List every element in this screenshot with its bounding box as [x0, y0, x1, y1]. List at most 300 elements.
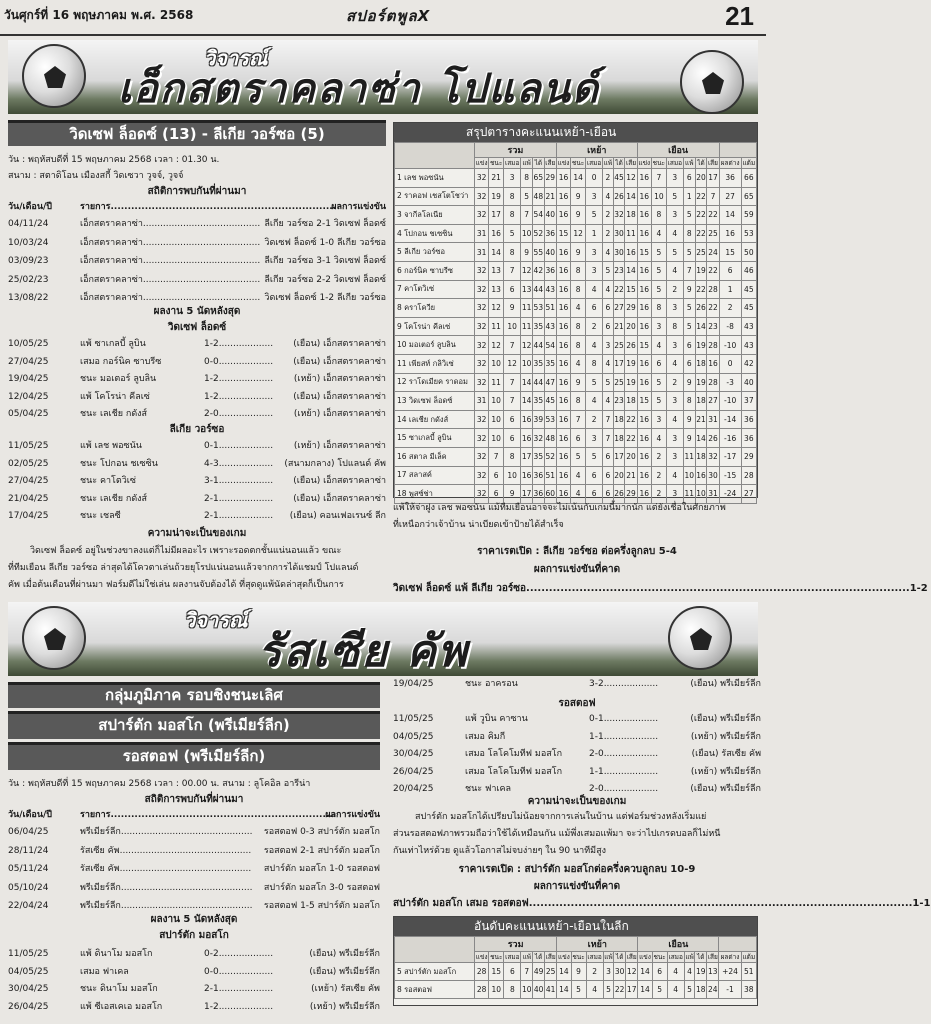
stat-cell: 5: [586, 373, 603, 392]
result-row-date: 05/04/25: [8, 409, 49, 419]
group-label: เยือน: [637, 143, 719, 158]
kickoff-info: วัน : พฤหัสบดีที่ 15 พฤษภาคม 2568 เวลา : 00.00 น. สนาม : ลูโคอิล อารีน่า: [8, 779, 311, 789]
h2h-row-comp: เอ็กสตราคลาซ่า.........................................: [80, 274, 261, 285]
round-title: กลุ่มภูมิภาค รอบชิงชนะเลิศ: [8, 682, 380, 708]
stat-cell: 4: [603, 243, 614, 262]
result-row-score: 3-2...................: [589, 679, 659, 689]
stat-cell: 46: [741, 261, 756, 280]
stat-cell: 32: [475, 466, 489, 485]
stat-cell: 44: [532, 373, 544, 392]
column-header: แพ้: [604, 953, 613, 961]
stat-cell: 5: [651, 392, 666, 411]
result-row-comp: (เยือน) พรีเมียร์ลีก: [309, 966, 380, 977]
stat-cell: 6: [603, 485, 614, 504]
team-cell: 4 โปกอน ชเซซิน: [395, 224, 475, 243]
result-row-text: แพ้ ซาเกลบี้ ลูบิน: [80, 339, 146, 349]
page-header: [0, 0, 766, 36]
stat-cell: 9: [571, 963, 586, 981]
last5-title: ผลงาน 5 นัดหลังสุด: [150, 914, 238, 925]
stat-cell: 14: [695, 429, 707, 448]
stat-cell: 7: [521, 206, 533, 225]
stat-cell: 29: [625, 299, 637, 318]
stat-cell: 60: [544, 485, 556, 504]
stat-cell: 16: [637, 224, 651, 243]
h2h-row-comp: พรีเมียร์ลีก..............................................: [80, 882, 253, 893]
stat-cell: 9: [571, 373, 586, 392]
stat-cell: 7: [571, 410, 586, 429]
h2h-row-result: ลีเกีย วอร์ซอ 2-2 วิดเซฟ ล็อดซ์: [264, 274, 386, 285]
result-row-date: 19/04/25: [8, 374, 49, 384]
column-header: ได้: [614, 952, 626, 963]
table-row: [395, 206, 757, 225]
stat-cell: 27: [719, 187, 741, 206]
stat-cell: 4: [667, 963, 684, 981]
stat-cell: 25: [613, 336, 625, 355]
stat-cell: 16: [556, 485, 570, 504]
page-number: 21: [725, 1, 754, 31]
column-header: แข่ง: [475, 159, 488, 167]
result-row-text: ชนะ เชลซี: [80, 511, 121, 521]
stat-cell: 41: [544, 981, 556, 999]
stat-cell: 18: [613, 410, 625, 429]
stat-cell: 19: [625, 354, 637, 373]
stat-cell: 16: [556, 447, 570, 466]
table-row: [395, 261, 757, 280]
stat-cell: 10: [489, 410, 504, 429]
result-row-text: เสมอ คิมกี: [465, 731, 506, 742]
table-row: [395, 392, 757, 411]
stat-cell: 7: [521, 963, 533, 981]
stat-cell: 32: [532, 429, 544, 448]
stat-cell: 22: [625, 410, 637, 429]
stat-cell: 43: [741, 317, 756, 336]
stat-cell: 9: [504, 299, 521, 318]
team-col-header: [395, 937, 475, 963]
stat-cell: 8: [571, 261, 586, 280]
stat-cell: 2: [603, 224, 614, 243]
result-row: [8, 355, 386, 370]
result-row-comp: (เหย้า) เอ็กสตราคลาซ่า: [293, 374, 386, 384]
team-cell: 5 ลีเกีย วอร์ซอ: [395, 243, 475, 262]
h2h-header: [8, 200, 386, 215]
stat-cell: 3: [666, 336, 683, 355]
stat-cell: 32: [475, 299, 489, 318]
stat-cell: 16: [637, 206, 651, 225]
column-header: แต้ม: [742, 953, 756, 961]
stat-cell: 4: [571, 354, 586, 373]
stat-cell: 6: [719, 261, 741, 280]
stat-cell: 16: [489, 224, 504, 243]
column-header: แต้ม: [742, 159, 756, 167]
stat-cell: 28: [707, 280, 719, 299]
stat-cell: 8: [504, 447, 521, 466]
stat-cell: 4: [603, 392, 614, 411]
result-row-score: 2-1...................: [204, 493, 274, 504]
result-row-score: 0-0...................: [204, 966, 274, 977]
column-header: แพ้: [522, 953, 532, 961]
result-row-date: 19/04/25: [393, 679, 434, 689]
stat-cell: 24: [707, 981, 719, 999]
stat-cell: 22: [707, 299, 719, 318]
stat-cell: 14: [521, 373, 533, 392]
analysis-title: ความน่าจะเป็นของเกม: [147, 528, 247, 539]
team-col-header: [395, 143, 475, 169]
stat-cell: 3: [586, 187, 603, 206]
stat-cell: 3: [586, 261, 603, 280]
stat-cell: 17: [489, 206, 504, 225]
h2h-row-date: 25/02/23: [8, 274, 49, 285]
stat-cell: 20: [625, 447, 637, 466]
result-row-date: 17/04/25: [8, 511, 49, 521]
stat-cell: 6: [683, 336, 695, 355]
h2h-row-result: สปาร์ตัก มอสโก 1-0 รอสตอฟ: [263, 864, 380, 874]
team-b-name: รอสตอฟ: [558, 698, 596, 709]
stat-cell: 10: [504, 317, 521, 336]
standings-grid: [394, 142, 757, 504]
stat-cell: 16: [637, 410, 651, 429]
analysis-right: [393, 500, 761, 534]
result-row-score: 0-0...................: [204, 356, 274, 367]
result-row-text: ชนะ เลเชีย กดังส์: [80, 409, 148, 419]
result-row: [8, 407, 386, 422]
stat-cell: 16: [719, 224, 741, 243]
opening-odds: ราคาเรตเปิด : สปาร์ตัก มอสโกต่อครึ่งควบลูกลบ 10-9: [458, 864, 696, 875]
stat-cell: 2: [666, 373, 683, 392]
stat-cell: 28: [707, 373, 719, 392]
stat-cell: 26: [625, 336, 637, 355]
result-row-date: 11/05/25: [8, 949, 49, 959]
result-row: [393, 730, 761, 745]
stat-cell: 18: [613, 429, 625, 448]
stat-cell: 44: [532, 336, 544, 355]
column-header: แพ้: [522, 159, 531, 167]
stat-cell: 40: [544, 243, 556, 262]
stat-cell: 16: [556, 206, 570, 225]
stat-cell: 17: [707, 169, 719, 188]
stat-cell: 19: [695, 963, 707, 981]
stat-cell: 10: [489, 392, 504, 411]
stat-cell: 21: [625, 466, 637, 485]
h2h-row-result: รอสตอฟ 1-5 สปาร์ตัก มอสโก: [263, 901, 380, 911]
stat-cell: 42: [741, 354, 756, 373]
stat-cell: 22: [613, 280, 625, 299]
stat-cell: 47: [544, 373, 556, 392]
stat-cell: 8: [683, 392, 695, 411]
stat-cell: 16: [637, 447, 651, 466]
stat-cell: 3: [666, 429, 683, 448]
result-row-comp: (เยือน) พรีเมียร์ลีก: [690, 784, 761, 794]
h2h-row-comp: พรีเมียร์ลีก..............................................: [80, 827, 253, 837]
stat-cell: 25: [707, 224, 719, 243]
stat-cell: 14: [625, 187, 637, 206]
stat-cell: 36: [741, 410, 756, 429]
stat-cell: 30: [707, 466, 719, 485]
stat-cell: 5: [684, 981, 695, 999]
h2h-row-date: 05/11/24: [8, 864, 49, 874]
issue-date: วันศุกร์ที่ 16 พฤษภาคม พ.ศ. 2568: [4, 8, 194, 22]
result-row-score: 4-3...................: [204, 458, 274, 469]
stat-cell: 21: [489, 169, 504, 188]
stat-cell: 36: [719, 169, 741, 188]
stat-cell: 14: [638, 981, 652, 999]
stat-cell: 8: [504, 187, 521, 206]
stat-cell: 28: [741, 466, 756, 485]
result-row: [393, 747, 761, 762]
h2h-row-date: 03/09/23: [8, 256, 49, 266]
h2h-header: [8, 808, 380, 823]
stat-cell: 35: [532, 392, 544, 411]
stat-cell: 49: [533, 963, 545, 981]
stat-cell: 43: [544, 280, 556, 299]
stat-cell: 14: [695, 317, 707, 336]
column-header: แข่ง: [558, 953, 570, 961]
stat-cell: 29: [625, 485, 637, 504]
stat-cell: 32: [475, 280, 489, 299]
stat-cell: 26: [707, 429, 719, 448]
stat-cell: 35: [532, 317, 544, 336]
result-row-date: 11/05/25: [8, 441, 49, 451]
banner-title: เอ็กสตราคลาซ่า โปแลนด์: [118, 66, 601, 112]
stat-cell: 23: [613, 392, 625, 411]
team-cell: 18 พูสซ์ช่า: [395, 485, 475, 504]
stat-cell: 8: [504, 243, 521, 262]
stat-cell: 14: [521, 392, 533, 411]
stat-cell: 31: [475, 224, 489, 243]
analysis-line: ที่ทีมเยือน ลีเกีย วอร์ซอ ล่าสุดได้โควตาเล่นถ้วยยุโรปแน่นอนแล้วจากการได้แชมป์ โปแลนด์: [8, 563, 359, 573]
table-row: [395, 963, 757, 981]
stat-cell: 6: [571, 429, 586, 448]
table-row: [395, 299, 757, 318]
analysis-body: [393, 809, 761, 860]
stat-cell: 35: [532, 354, 544, 373]
stat-cell: 32: [707, 447, 719, 466]
stat-cell: 8: [666, 317, 683, 336]
stat-cell: 10: [521, 354, 533, 373]
column-header: เสีย: [707, 953, 718, 961]
result-row-date: 02/05/25: [8, 458, 49, 469]
stat-cell: 45: [741, 299, 756, 318]
stat-cell: 12: [504, 354, 521, 373]
column-header: แพ้: [685, 159, 694, 167]
stat-cell: 36: [532, 466, 544, 485]
stat-cell: 30: [613, 224, 625, 243]
banner-russian-cup: [8, 602, 758, 676]
stat-cell: 20: [625, 317, 637, 336]
h2h-col-result: ผลการแข่งขัน: [331, 202, 386, 212]
stat-cell: 4: [603, 280, 614, 299]
group-header: [395, 143, 757, 158]
column-header: เสีย: [707, 159, 718, 167]
stat-cell: 16: [707, 354, 719, 373]
result-row-date: 26/04/25: [8, 1001, 49, 1012]
table-row: [395, 354, 757, 373]
result-row-score: 0-1...................: [589, 714, 659, 724]
analysis-left: [8, 543, 388, 594]
stat-cell: 16: [637, 354, 651, 373]
stat-cell: 6: [603, 466, 614, 485]
group-label: รวม: [475, 143, 557, 158]
stat-cell: 4: [571, 485, 586, 504]
stat-cell: 59: [741, 206, 756, 225]
stat-cell: 45: [544, 392, 556, 411]
stat-cell: -10: [719, 392, 741, 411]
stat-cell: -10: [719, 336, 741, 355]
h2h-row: [8, 273, 386, 288]
column-header: ชนะ: [490, 159, 503, 167]
banner-ekstraklasa: [8, 40, 758, 114]
prediction: วิดเซฟ ล็อดซ์ แพ้ ลีเกีย วอร์ซอ.....................................................................................................1-2: [393, 583, 928, 594]
stat-cell: 53: [741, 224, 756, 243]
result-row-text: แพ้ เลช พอซนัน: [80, 441, 142, 451]
stat-cell: 18: [625, 206, 637, 225]
stat-cell: 16: [521, 410, 533, 429]
result-row-comp: (เยือน) พรีเมียร์ลีก: [309, 949, 380, 959]
stat-cell: 4: [666, 466, 683, 485]
result-row-score: 2-1...................: [204, 984, 274, 994]
stat-cell: 12: [521, 261, 533, 280]
group-label: [719, 143, 756, 158]
stat-cell: 14: [638, 963, 652, 981]
stat-cell: 15: [489, 963, 504, 981]
stat-cell: 16: [556, 169, 570, 188]
stat-cell: 16: [556, 187, 570, 206]
stat-cell: 2: [603, 206, 614, 225]
result-row-text: เสมอ โลโคโมทีฟ มอสโก: [465, 766, 563, 777]
stat-cell: 1: [586, 224, 603, 243]
result-row-date: 12/04/25: [8, 391, 49, 402]
h2h-row-comp: เอ็กสตราคลาซ่า.........................................: [80, 237, 261, 248]
result-row-date: 30/04/25: [393, 749, 434, 759]
stat-cell: 7: [707, 187, 719, 206]
column-header: ชนะ: [572, 953, 585, 961]
stat-cell: 45: [613, 169, 625, 188]
stat-cell: 12: [571, 224, 586, 243]
h2h-row-result: สปาร์ตัก มอสโก 3-0 รอสตอฟ: [263, 882, 380, 893]
opening-odds: ราคาเรตเปิด : ลีเกีย วอร์ซอ ต่อครึ่งลูกลบ 5-4: [477, 546, 677, 557]
stat-cell: 32: [475, 317, 489, 336]
stat-cell: 8: [571, 336, 586, 355]
stat-cell: 40: [544, 206, 556, 225]
stat-cell: 8: [586, 354, 603, 373]
column-header: เสีย: [545, 953, 556, 961]
result-row-score: 2-0...................: [589, 749, 659, 759]
h2h-row-result: รอสตอฟ 2-1 สปาร์ตัก มอสโก: [263, 845, 380, 856]
column-header: ได้: [532, 158, 544, 169]
stat-cell: 55: [532, 243, 544, 262]
result-row: [8, 509, 386, 524]
stat-cell: -14: [719, 410, 741, 429]
stat-cell: 8: [504, 206, 521, 225]
last5-title: ผลงาน 5 นัดหลังสุด: [153, 306, 241, 317]
result-row-score: 1-2...................: [204, 374, 274, 384]
away-team-title: รอสตอฟ (พรีเมียร์ลีก): [8, 742, 380, 770]
stat-cell: 8: [571, 392, 586, 411]
stat-cell: 6: [489, 466, 504, 485]
football-icon: [22, 44, 86, 108]
team-a-name: สปาร์ตัก มอสโก: [159, 930, 229, 941]
stat-cell: +24: [719, 963, 741, 981]
result-row-date: 27/04/25: [8, 476, 49, 486]
h2h-row-result: ลีเกีย วอร์ซอ 3-1 วิดเซฟ ล็อดซ์: [264, 256, 386, 266]
stat-cell: 4: [684, 963, 695, 981]
stat-cell: 5: [586, 206, 603, 225]
stat-cell: 2: [651, 466, 666, 485]
table-row: [395, 410, 757, 429]
column-header: เสีย: [626, 953, 637, 961]
stat-cell: 18: [695, 981, 707, 999]
stat-cell: 8: [571, 280, 586, 299]
stat-cell: 10: [489, 354, 504, 373]
h2h-row-comp: รัสเซีย คัพ..............................................: [80, 845, 252, 856]
stat-cell: 10: [651, 187, 666, 206]
stat-cell: 5: [603, 373, 614, 392]
stat-cell: 32: [475, 261, 489, 280]
stat-cell: 0: [586, 169, 603, 188]
result-row: [8, 439, 386, 454]
stat-cell: 16: [695, 466, 707, 485]
result-row-text: แพ้ วูบิน คาซาน: [465, 714, 528, 724]
analysis-line: คัพ เมื่อต้นเดือนที่ผ่านมา ฟอร์มดีไม่ใช่เล่น ผลงานจับต้องได้ ที่สุดดูแพ้นัดล่าสุดก็เป็นการ: [8, 580, 344, 590]
stat-cell: -24: [719, 485, 741, 504]
result-row: [8, 457, 386, 472]
stat-cell: 3: [586, 429, 603, 448]
table-row: [395, 317, 757, 336]
result-row-comp: (เยือน) เอ็กสตราคลาซ่า: [293, 356, 386, 367]
result-row-text: แพ้ โคโรน่า คีลเซ่: [80, 391, 150, 402]
column-header: เสีย: [545, 159, 556, 167]
stat-cell: 5: [666, 243, 683, 262]
stat-cell: 6: [683, 354, 695, 373]
stat-cell: 7: [504, 336, 521, 355]
team-cell: 3 จากีลโลเนีย: [395, 206, 475, 225]
result-row-date: 04/05/25: [393, 731, 434, 742]
h2h-row-result: วิดเซฟ ล็อดซ์ 1-2 ลีเกีย วอร์ซอ: [264, 293, 386, 303]
result-row-comp: (สนามกลาง) โปแลนด์ คัพ: [284, 458, 386, 469]
prediction-title: ผลการแข่งขันที่คาด: [533, 881, 621, 892]
h2h-row: [8, 862, 380, 877]
stat-cell: 9: [521, 243, 533, 262]
stat-cell: 11: [683, 447, 695, 466]
stat-cell: 14: [557, 981, 571, 999]
column-header: แข่ง: [639, 953, 651, 961]
stat-cell: 54: [532, 206, 544, 225]
stat-cell: 27: [707, 392, 719, 411]
stat-cell: 9: [683, 429, 695, 448]
stat-cell: 8: [571, 317, 586, 336]
h2h-title: สถิติการพบกันที่ผ่านมา: [147, 186, 247, 197]
stat-cell: 2: [666, 280, 683, 299]
stat-cell: 18: [695, 354, 707, 373]
stat-cell: 8: [651, 299, 666, 318]
stat-cell: 32: [475, 354, 489, 373]
prediction-title: ผลการแข่งขันที่คาด: [533, 564, 621, 575]
result-row: [393, 677, 761, 692]
stat-cell: 3: [666, 485, 683, 504]
table-row: [395, 280, 757, 299]
stat-cell: 4: [586, 392, 603, 411]
stat-cell: 4: [667, 981, 684, 999]
stat-cell: 51: [741, 963, 756, 981]
analysis-line: ส่วนรอสตอฟภาพรวมถือว่าใช้ได้เหมือนกัน แม้พึ่งเสมอแพ้มา จะว่าไปเกรดบอลก็ไม่หนี: [393, 829, 721, 839]
stat-cell: 32: [475, 447, 489, 466]
table-row: [395, 169, 757, 188]
stat-cell: 5: [651, 280, 666, 299]
h2h-row-date: 04/11/24: [8, 219, 49, 229]
table-row: [395, 243, 757, 262]
result-row-date: 26/04/25: [393, 766, 434, 777]
stat-cell: 15: [556, 224, 570, 243]
stat-cell: 32: [475, 169, 489, 188]
